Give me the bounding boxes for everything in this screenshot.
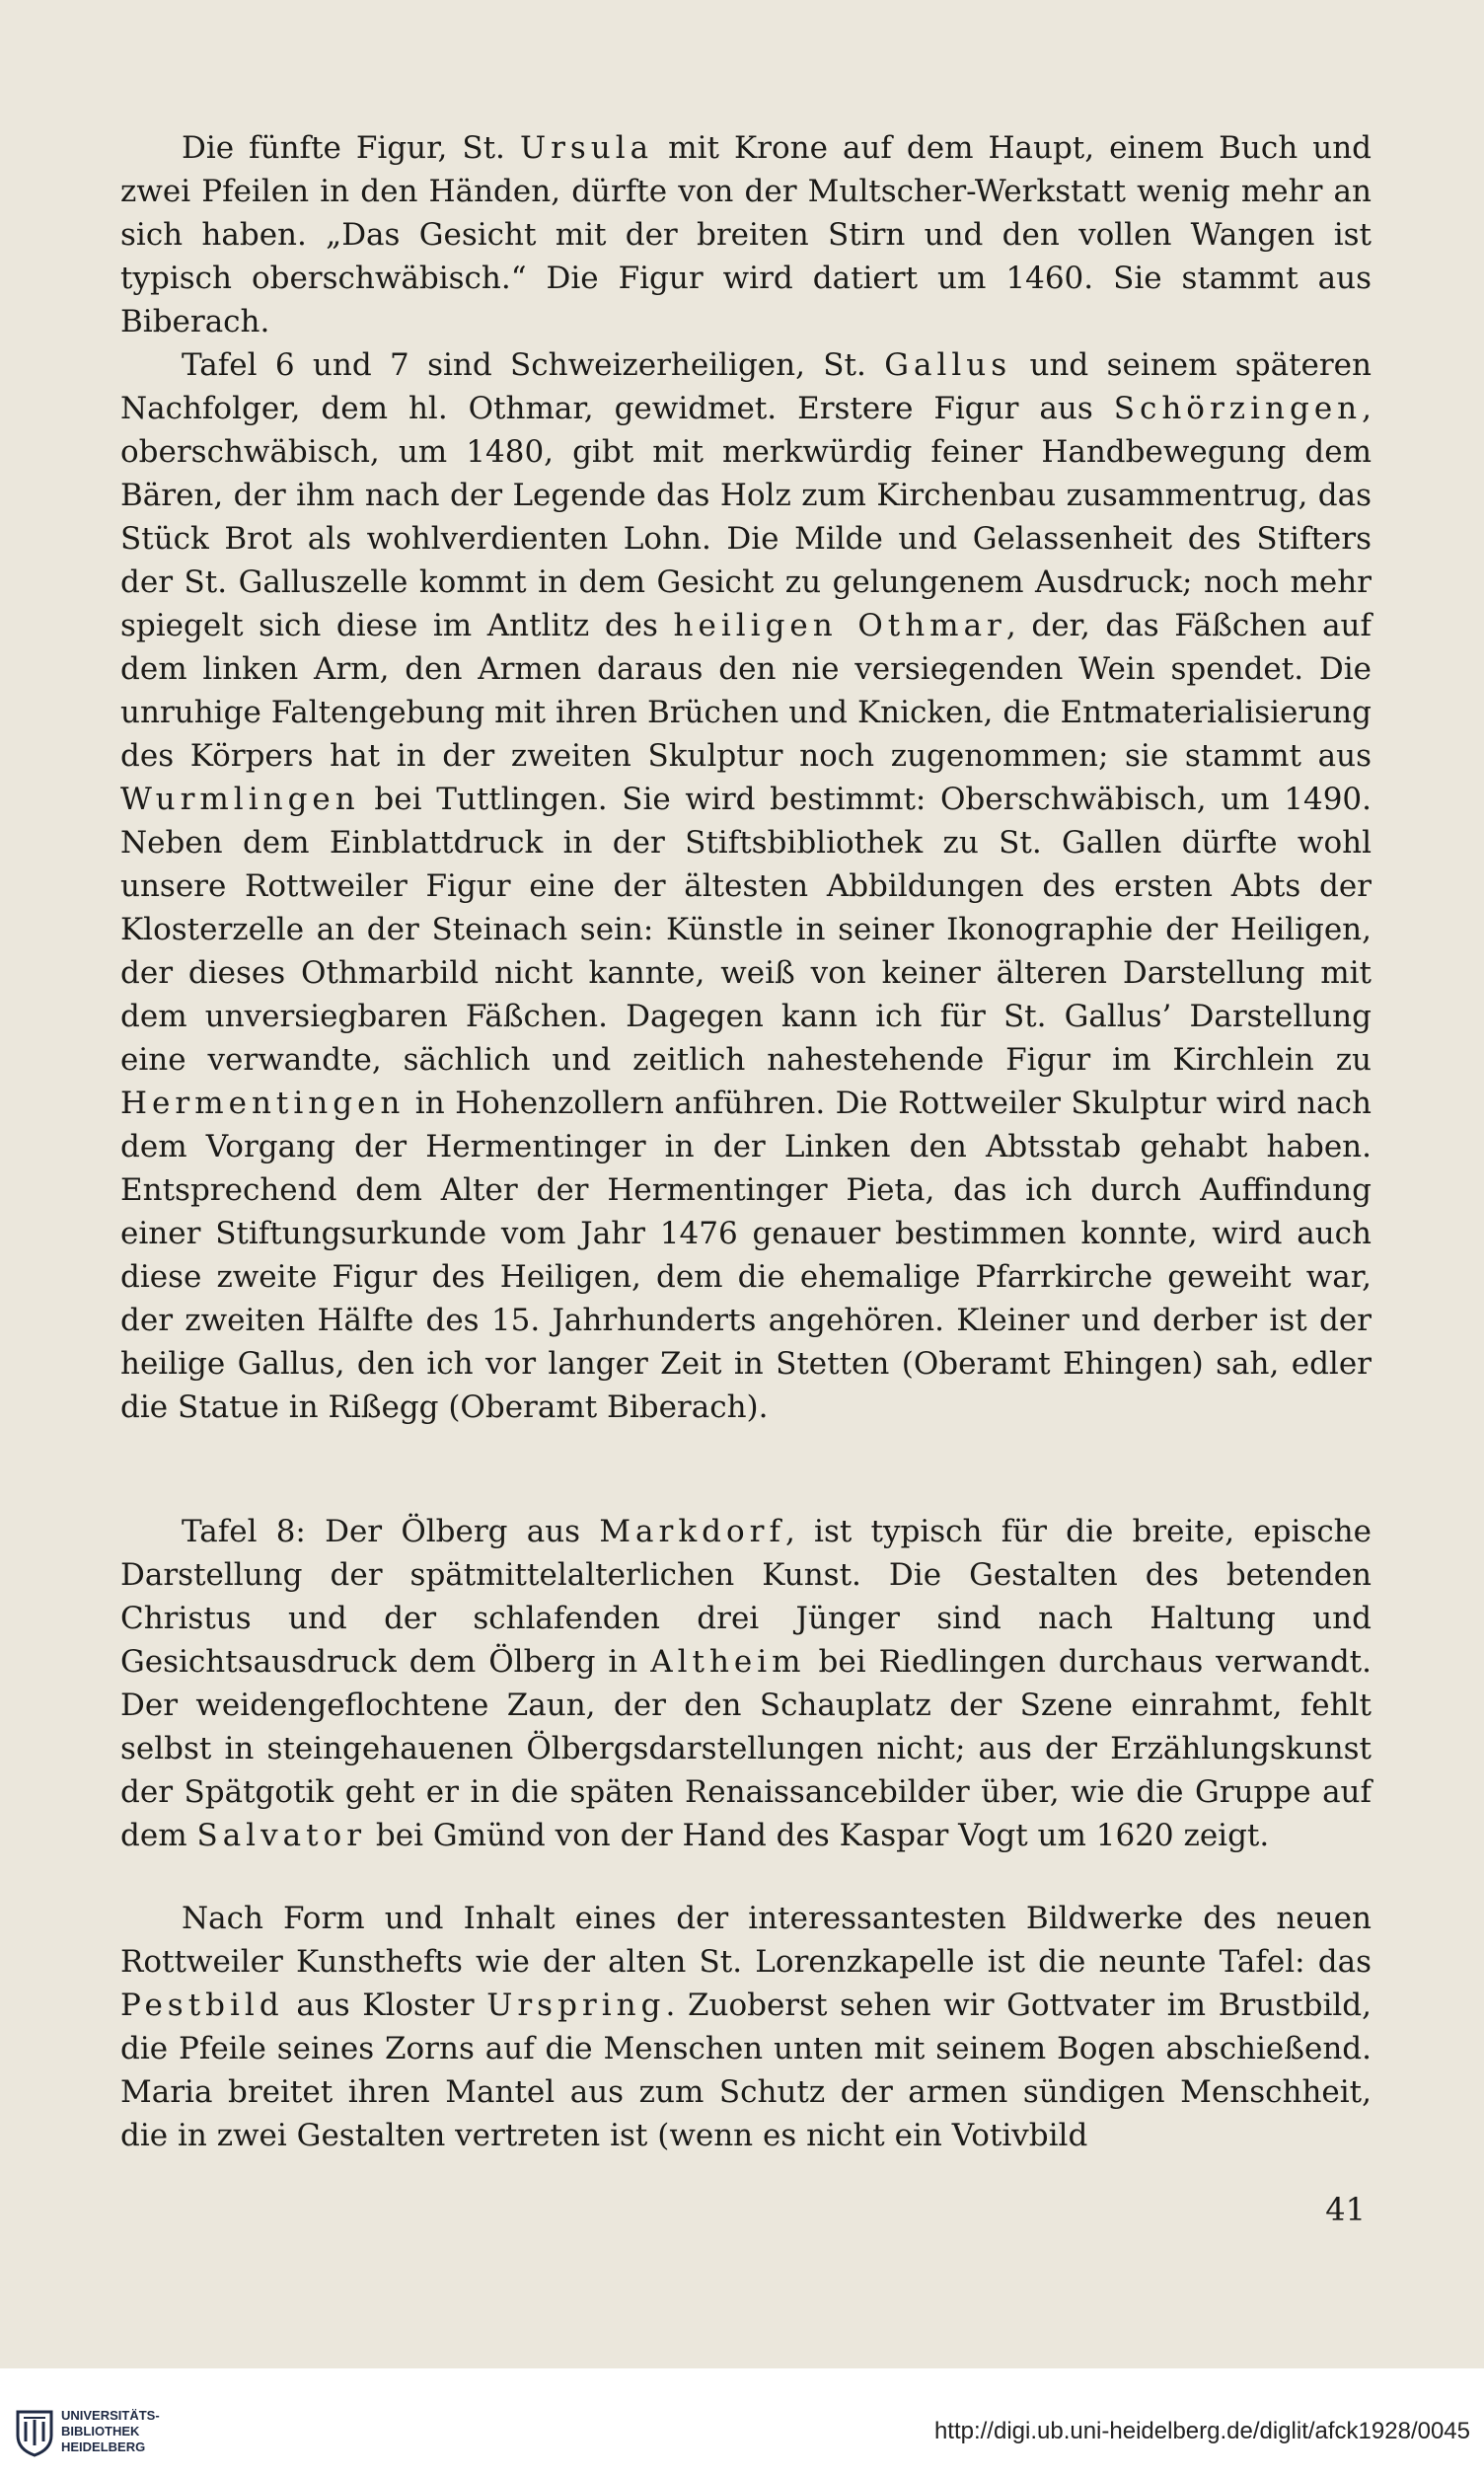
paragraph	[120, 1510, 1372, 1857]
source-url-link[interactable]: http://digi.ub.uni-heidelberg.de/diglit/afck1928/0045	[933, 2418, 1470, 2444]
spaced-text-segment: Wurmlingen	[120, 782, 360, 817]
text-segment: Die fünfte Figur, St.	[182, 130, 520, 166]
text-segment: , der, das Fäßchen auf dem linken Arm, den Armen daraus den nie versiegenden Wein spendet. Die unruhige Faltengebung mit ihren Brüchen und Knicken, die Entmaterialisierung des Körpers hat in der zweiten Skulptur noch zugenommen; sie stammt aus	[120, 608, 1372, 774]
text-segment: Tafel 6 und 7 sind Schweizerheiligen, St.	[182, 347, 885, 383]
library-seal-icon	[14, 2408, 55, 2457]
text-segment: bei Tuttlingen. Sie wird bestimmt: Oberschwäbisch, um 1490. Neben dem Einblattdruck in der Stiftsbibliothek zu St. Gallen dürfte wohl unsere Rottweiler Figur eine der ältesten Abbildungen des ersten Abts der Klosterzelle an der Steinach sein: Künstle in seiner Ikonographie der Heiligen, der dieses Othmarbild nicht kannte, weiß von keiner älteren Darstellung mit dem unversiegbaren Fäßchen. Dagegen kann ich für St. Gallus’ Darstellung eine verwandte, sächlich und zeitlich nahestehende Figur im Kirchlein zu	[120, 782, 1372, 1078]
logo-text-line: BIBLIOTHEK	[61, 2424, 140, 2438]
spaced-text-segment: Schörzingen	[1113, 391, 1363, 426]
library-logo[interactable]	[14, 2408, 182, 2457]
text-segment: in Hohenzollern anführen. Die Rottweiler Skulptur wird nach dem Vorgang der Hermentinger in der Linken den Abtsstab gehabt haben. Entsprechend dem Alter der Hermentinger Pieta, das ich durch Auffindung einer Stiftungsurkunde vom Jahr 1476 genauer bestimmen konnte, wird auch diese zweite Figur des Heiligen, dem die ehemalige Pfarrkirche geweiht war, der zweiten Hälfte des 15. Jahrhunderts angehören. Kleiner und derber ist der heilige Gallus, den ich vor langer Zeit in Stetten (Oberamt Ehingen) sah, edler die Statue in Rißegg (Oberamt Biberach).	[120, 1086, 1372, 1425]
logo-text-line: HEIDELBERG	[61, 2439, 146, 2454]
spaced-text-segment: Gallus	[884, 347, 1012, 383]
spaced-text-segment: heiligen Othmar	[673, 608, 1006, 643]
spaced-text-segment: Altheim	[650, 1644, 806, 1680]
text-segment: Nach Form und Inhalt eines der interessantesten Bildwerke des neuen Rottweiler Kunsthefts wie der alten St. Lorenzkapelle ist die neunte Tafel: das	[120, 1901, 1372, 1980]
text-segment: bei Riedlingen durchaus verwandt. Der weidengeflochtene Zaun, der den Schauplatz der Szene einrahmt, fehlt selbst in steingehauenen Ölbergsdarstellungen nicht; aus der Erzählungskunst der Spätgotik geht er in die späten Renaissancebilder über, wie die Gruppe auf dem	[120, 1644, 1372, 1853]
spaced-text-segment: Salvator	[196, 1818, 367, 1853]
spaced-text-segment: Pestbild	[120, 1988, 284, 2023]
text-segment: und seinem späteren Nachfolger, dem hl. Othmar, gewidmet. Erstere Figur aus	[120, 347, 1372, 426]
text-segment: . Zuoberst sehen wir Gottvater im Brustbild, die Pfeile seines Zorns auf die Menschen unten mit seinem Bogen abschießend. Maria breitet ihren Mantel aus zum Schutz der armen sündigen Menschheit, die in zwei Gestalten vertreten ist (wenn es nicht ein Votivbild	[120, 1988, 1372, 2153]
text-segment: aus Kloster	[283, 1988, 487, 2023]
logo-text-line: UNIVERSITÄTS-	[61, 2408, 160, 2423]
text-segment: , ist typisch für die breite, epische Darstellung der spätmittelalterlichen Kunst. Die Gestalten des betenden Christus und der schlafenden drei Jünger sind nach Haltung und Gesichtsausdruck dem Ölberg in	[120, 1514, 1372, 1680]
spaced-text-segment: Ursula	[519, 130, 654, 166]
text-segment: mit Krone auf dem Haupt, einem Buch und zwei Pfeilen in den Händen, dürfte von der Multscher-Werkstatt wenig mehr an sich haben. „Das Gesicht mit der breiten Stirn und den vollen Wangen ist typisch oberschwäbisch.“ Die Figur wird datiert um 1460. Sie stammt aus Biberach.	[120, 130, 1373, 339]
paragraph	[120, 343, 1372, 1429]
paragraph	[120, 1897, 1372, 2157]
text-segment: , oberschwäbisch, um 1480, gibt mit merkwürdig feiner Handbewegung dem Bären, der ihm nach der Legende das Holz zum Kirchenbau zusammentrug, das Stück Brot als wohlverdienten Lohn. Die Milde und Gelassenheit des Stifters der St. Galluszelle kommt in dem Gesicht zu gelungenem Ausdruck; noch mehr spiegelt sich diese im Antlitz des	[120, 391, 1372, 643]
spaced-text-segment: Urspring	[486, 1988, 666, 2023]
text-segment: Tafel 8: Der Ölberg aus	[182, 1514, 600, 1549]
spaced-text-segment: Hermentingen	[120, 1086, 406, 1121]
paragraph	[120, 126, 1372, 343]
text-segment: bei Gmünd von der Hand des Kaspar Vogt um 1620 zeigt.	[366, 1818, 1270, 1853]
page-number: 41	[1325, 2191, 1366, 2228]
spaced-text-segment: Markdorf	[599, 1514, 785, 1549]
